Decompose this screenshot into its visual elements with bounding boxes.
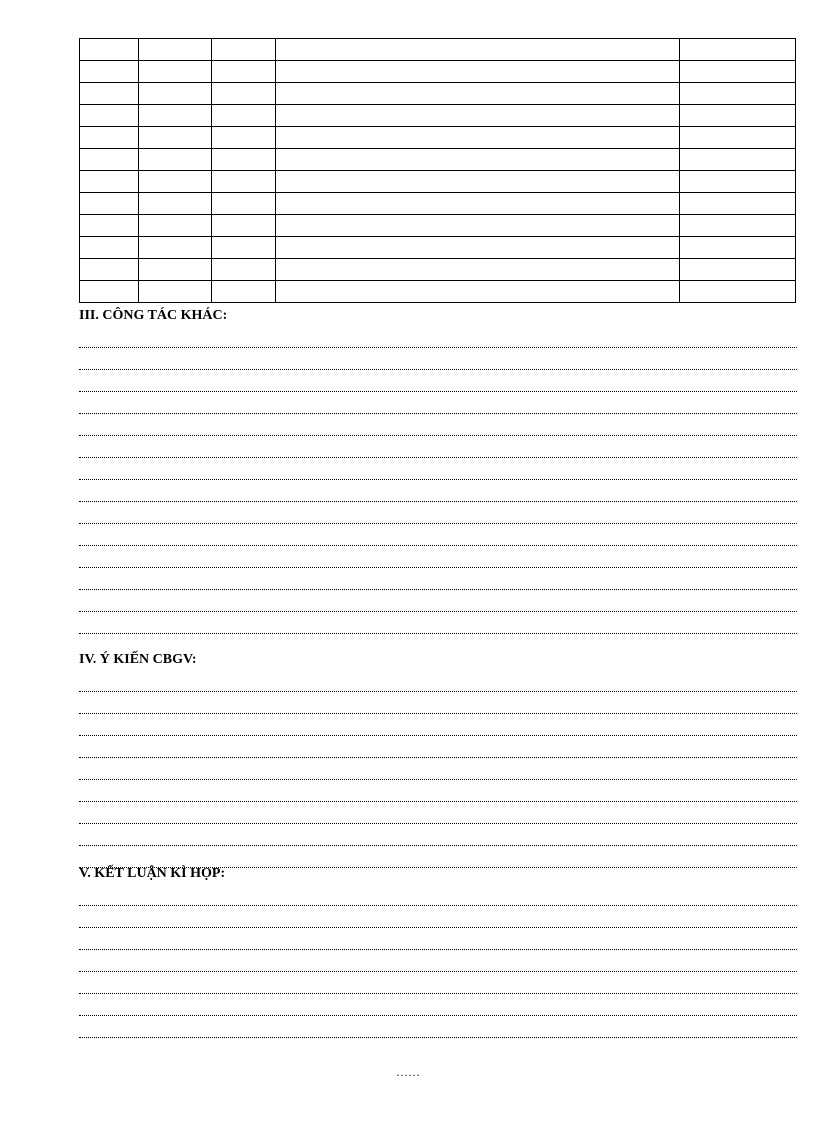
table-cell (139, 127, 212, 149)
table-cell (139, 281, 212, 303)
dotted-line (79, 994, 797, 1016)
section-heading: III. CÔNG TÁC KHÁC: (79, 308, 228, 323)
table-cell (680, 83, 796, 105)
section-ket-luan-ki-hop (79, 864, 797, 1038)
table-row (80, 193, 796, 215)
dotted-line (79, 928, 797, 950)
table-cell (212, 171, 276, 193)
dotted-line (79, 736, 797, 758)
dotted-line (79, 348, 797, 370)
table-cell (680, 61, 796, 83)
table-cell (276, 281, 680, 303)
table-cell (680, 281, 796, 303)
dotted-line (79, 692, 797, 714)
table-cell (276, 171, 680, 193)
table-cell (139, 149, 212, 171)
table-cell (80, 105, 139, 127)
table-row (80, 149, 796, 171)
dotted-line (79, 414, 797, 436)
dotted-line (79, 714, 797, 736)
table-cell (212, 83, 276, 105)
table-cell (680, 39, 796, 61)
table-cell (680, 149, 796, 171)
table-cell (80, 237, 139, 259)
dotted-line (79, 590, 797, 612)
table-cell (80, 127, 139, 149)
answer-lines (79, 326, 797, 634)
section-heading: IV. Ý KIẾN CBGV: (79, 652, 197, 667)
table-cell (276, 61, 680, 83)
dotted-line (79, 884, 797, 906)
table-cell (212, 149, 276, 171)
table-cell (80, 171, 139, 193)
dotted-line (79, 1016, 797, 1038)
table-cell (276, 39, 680, 61)
dotted-line (79, 568, 797, 590)
dotted-line (79, 436, 797, 458)
table-cell (139, 215, 212, 237)
table-row (80, 215, 796, 237)
table-cell (212, 259, 276, 281)
table-cell (680, 171, 796, 193)
dotted-line (79, 480, 797, 502)
table-row (80, 105, 796, 127)
answer-lines (79, 884, 797, 1038)
table-cell (276, 83, 680, 105)
table-cell (680, 237, 796, 259)
table-cell (212, 61, 276, 83)
table-cell (680, 127, 796, 149)
table-cell (212, 127, 276, 149)
table-cell (276, 105, 680, 127)
table-cell (276, 193, 680, 215)
dotted-line (79, 326, 797, 348)
schedule-table (79, 38, 796, 303)
table-cell (276, 259, 680, 281)
dotted-line (79, 802, 797, 824)
table-cell (139, 39, 212, 61)
dotted-line (79, 370, 797, 392)
table-cell (680, 215, 796, 237)
table-cell (80, 149, 139, 171)
table-cell (276, 237, 680, 259)
table-row (80, 127, 796, 149)
dotted-line (79, 758, 797, 780)
table-cell (212, 39, 276, 61)
answer-lines (79, 670, 797, 868)
table-cell (680, 259, 796, 281)
dotted-line (79, 524, 797, 546)
page-footer: …… (396, 1065, 420, 1079)
table-cell (139, 237, 212, 259)
dotted-line (79, 972, 797, 994)
section-y-kien-cbgv (79, 650, 797, 868)
table-cell (139, 61, 212, 83)
table-cell (276, 149, 680, 171)
table-cell (212, 281, 276, 303)
dotted-line (79, 612, 797, 634)
table-cell (212, 215, 276, 237)
dotted-line (79, 950, 797, 972)
dotted-line (79, 546, 797, 568)
table-cell (139, 83, 212, 105)
table-cell (80, 83, 139, 105)
table-cell (139, 193, 212, 215)
table-row (80, 61, 796, 83)
table-cell (80, 215, 139, 237)
table-cell (680, 105, 796, 127)
table-row (80, 237, 796, 259)
table-cell (212, 237, 276, 259)
dotted-line (79, 906, 797, 928)
table-cell (80, 39, 139, 61)
table-cell (276, 127, 680, 149)
table-cell (80, 193, 139, 215)
dotted-line (79, 780, 797, 802)
table-cell (80, 281, 139, 303)
dotted-line (79, 458, 797, 480)
section-heading: V. KẾT LUẬN KÌ HỌP: (79, 866, 226, 881)
dotted-line (79, 670, 797, 692)
table-cell (80, 61, 139, 83)
table-row (80, 281, 796, 303)
table-cell (680, 193, 796, 215)
table-row (80, 259, 796, 281)
table-cell (276, 215, 680, 237)
dotted-line (79, 392, 797, 414)
table-cell (212, 193, 276, 215)
table-row (80, 83, 796, 105)
table-cell (139, 259, 212, 281)
table-cell (80, 259, 139, 281)
table-row (80, 39, 796, 61)
dotted-line (79, 502, 797, 524)
table-cell (212, 105, 276, 127)
table-cell (139, 171, 212, 193)
section-cong-tac-khac (79, 306, 797, 634)
dotted-line (79, 824, 797, 846)
table-row (80, 171, 796, 193)
table-cell (139, 105, 212, 127)
